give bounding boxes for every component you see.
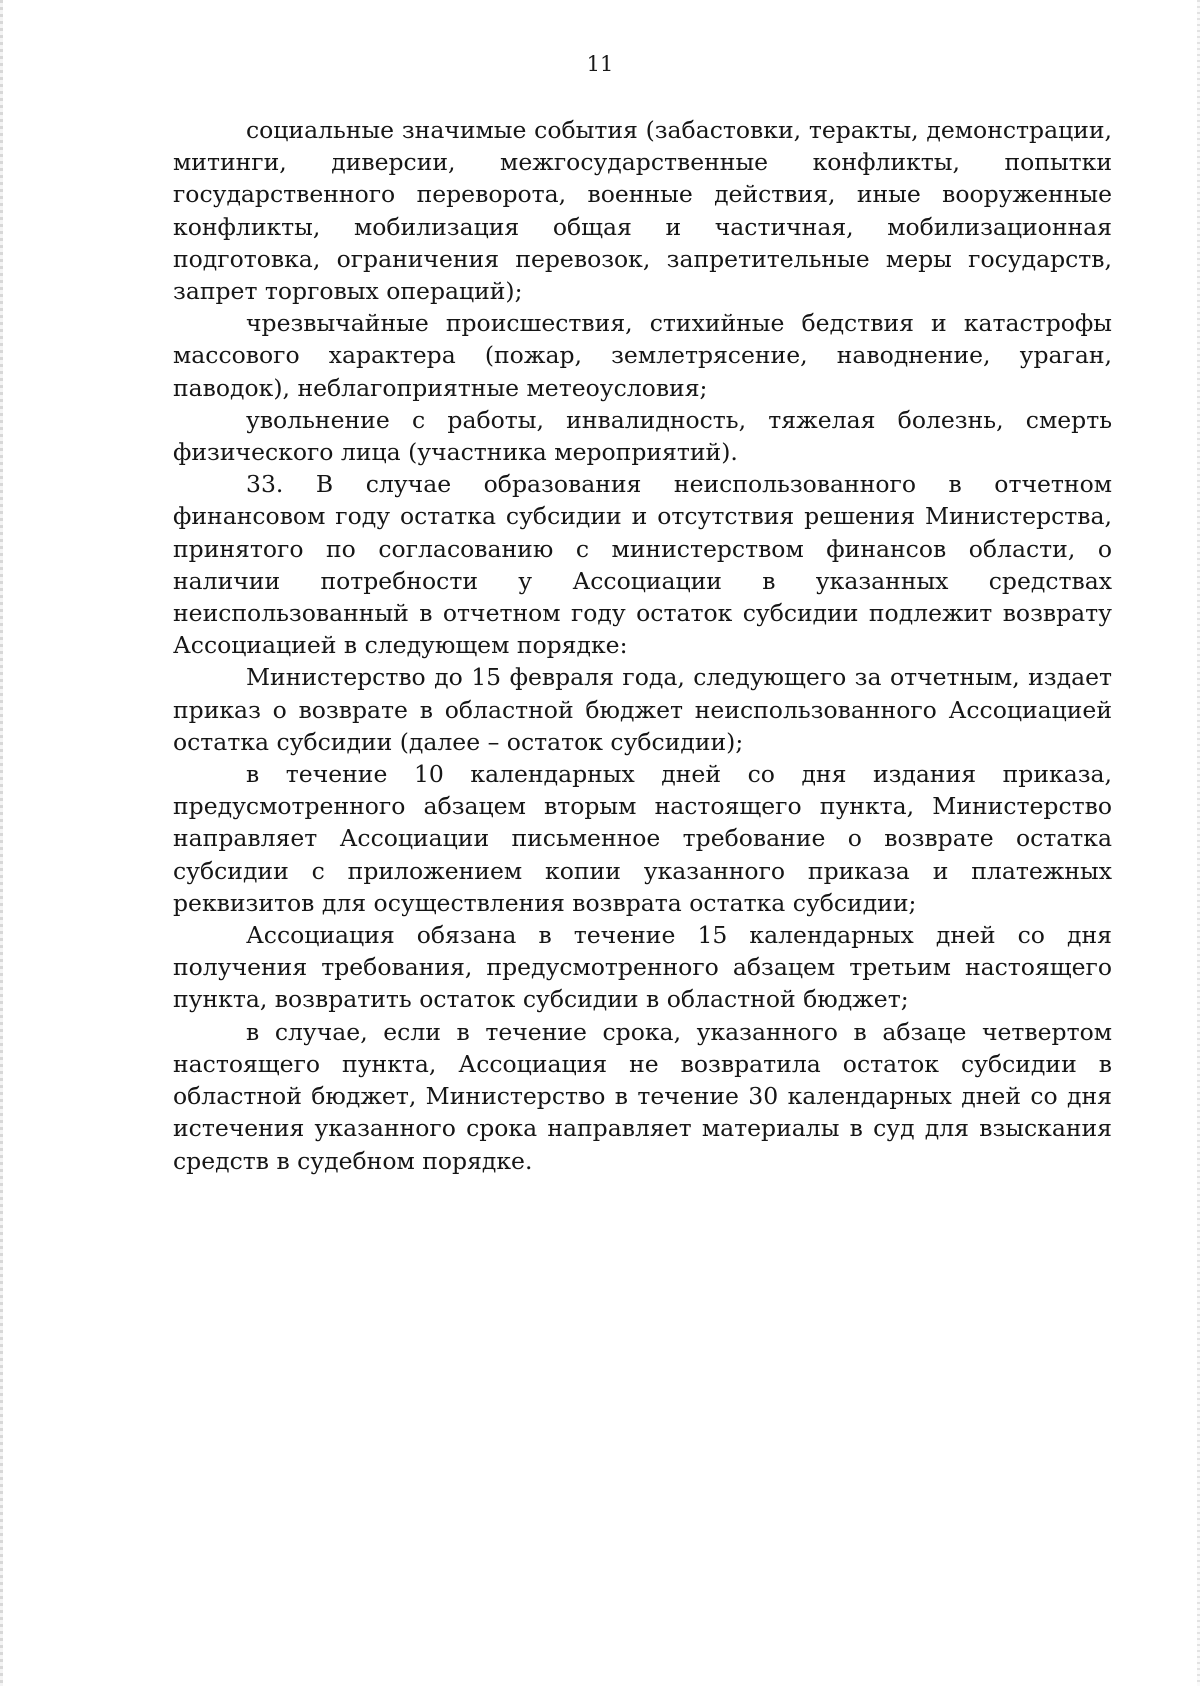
- scan-edge-left: [0, 0, 3, 1686]
- paragraph-ministry-order: Министерство до 15 февраля года, следующего за отчетным, издает приказ о возврате в областной бюджет неиспользованного Ассоциацией остатка субсидии (далее – остаток субсидии);: [173, 663, 1112, 756]
- paragraph-dismissal: увольнение с работы, инвалидность, тяжелая болезнь, смерть физического лица (участника мероприятий).: [173, 405, 1112, 467]
- page-number: 11: [586, 52, 614, 76]
- paragraph-social-events: социальные значимые события (забастовки, теракты, демонстрации, митинги, диверсии, межгосударственные конфликты, попытки государственного переворота, военные действия, иные вооруженные конфликты, мобилизация общая и частичная, мобилизационная подготовка, ограничения перевозок, запретительные меры государств, запрет торговых операций);: [173, 116, 1112, 306]
- paragraph-court-recovery: в случае, если в течение срока, указанного в абзаце четвертом настоящего пункта, Ассоциация не возвратила остаток субсидии в областной бюджет, Министерство в течение 30 календарных дней со дня истечения указанного срока направляет материалы в суд для взыскания средств в судебном порядке.: [173, 1017, 1112, 1175]
- paragraph-emergencies: чрезвычайные происшествия, стихийные бедствия и катастрофы массового характера (пожар, землетрясение, наводнение, ураган, паводок), неблагоприятные метеоусловия;: [173, 309, 1112, 402]
- paragraph-written-demand: в течение 10 календарных дней со дня издания приказа, предусмотренного абзацем вторым настоящего пункта, Министерство направляет Ассоциации письменное требование о возврате остатка субсидии с приложением копии указанного приказа и платежных реквизитов для осуществления возврата остатка субсидии;: [173, 760, 1112, 917]
- document-body: [173, 114, 1112, 1177]
- paragraph-clause-33: 33. В случае образования неиспользованного в отчетном финансовом году остатка субсидии и отсутствия решения Министерства, принятого по согласованию с министерством финансов области, о наличии потребности у Ассоциации в указанных средствах неиспользованный в отчетном году остаток субсидии подлежит возврату Ассоциацией в следующем порядке:: [173, 470, 1112, 660]
- paragraph-association-return: Ассоциация обязана в течение 15 календарных дней со дня получения требования, предусмотренного абзацем третьим настоящего пункта, возвратить остаток субсидии в областной бюджет;: [173, 921, 1112, 1014]
